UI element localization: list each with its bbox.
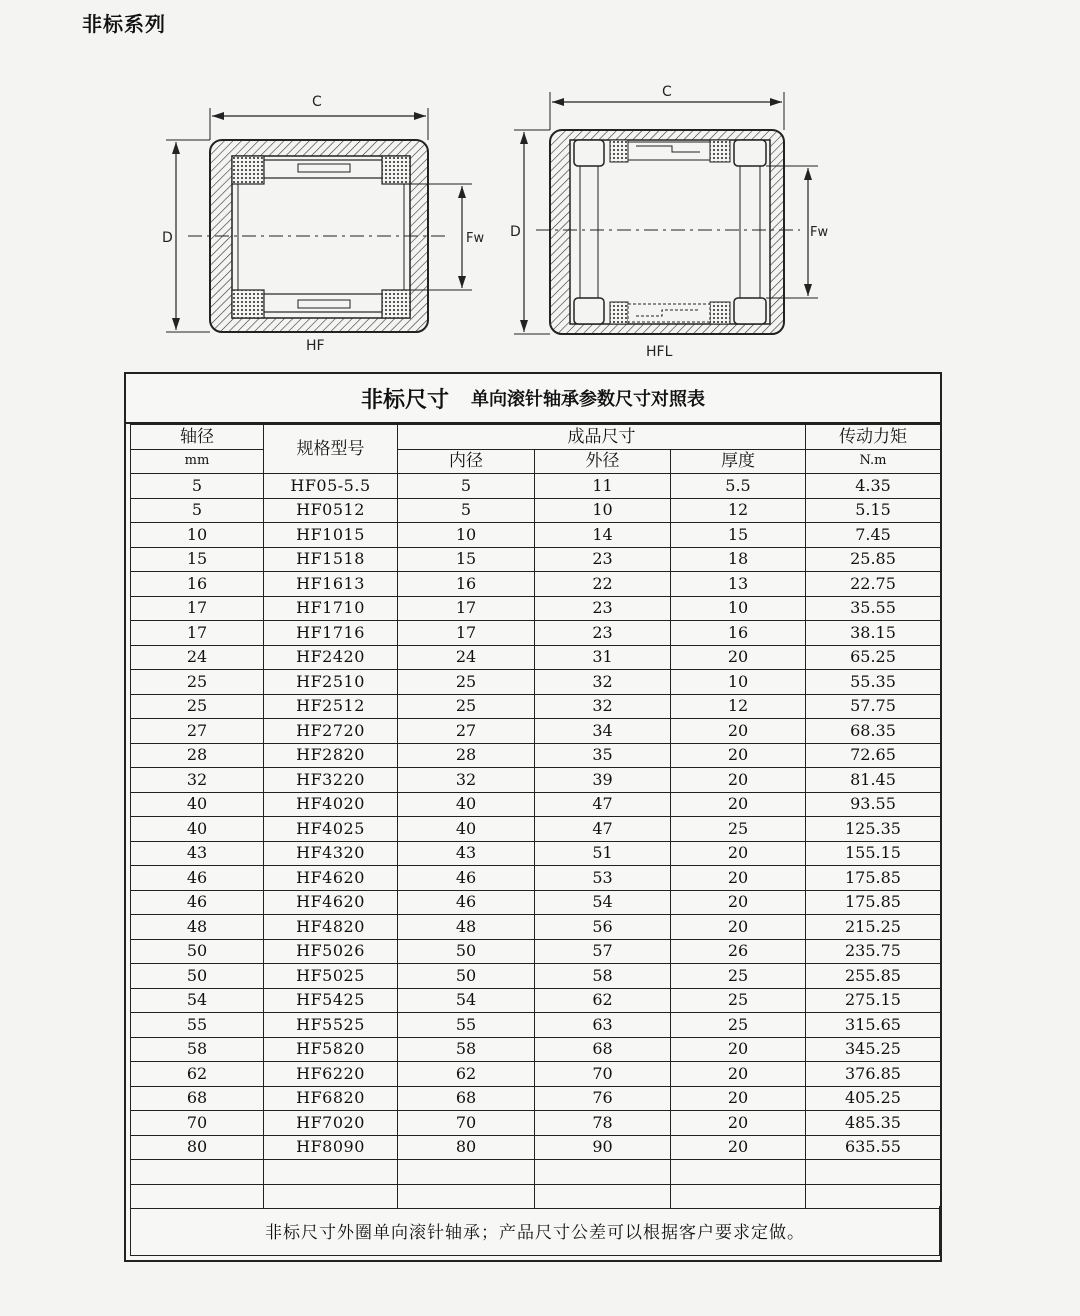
cell-thickness: 20 [671, 719, 806, 744]
table-row [131, 866, 941, 891]
cell-model: HF2510 [264, 670, 398, 695]
cell-thickness: 12 [671, 694, 806, 719]
cell-inner-diameter: 62 [398, 1062, 535, 1087]
cell-outer-diameter: 53 [535, 866, 671, 891]
hfl-caption: HFL [646, 344, 673, 360]
table-row [131, 792, 941, 817]
cell-inner-diameter: 50 [398, 939, 535, 964]
cell-thickness: 25 [671, 988, 806, 1013]
table-row [131, 1013, 941, 1038]
cell-torque: 4.35 [806, 474, 941, 499]
cell-torque: 345.25 [806, 1037, 941, 1062]
cell-model: HF1518 [264, 547, 398, 572]
cell-torque: 72.65 [806, 743, 941, 768]
cell-model [264, 1184, 398, 1209]
header-shaft-unit: mm [131, 449, 264, 474]
table-row [131, 964, 941, 989]
cell-outer-diameter: 56 [535, 915, 671, 940]
cell-model: HF5525 [264, 1013, 398, 1038]
cell-outer-diameter: 23 [535, 547, 671, 572]
cell-thickness: 20 [671, 1086, 806, 1111]
cell-inner-diameter: 80 [398, 1135, 535, 1160]
table-row [131, 915, 941, 940]
table-row [131, 939, 941, 964]
cell-thickness: 20 [671, 1062, 806, 1087]
cell-inner-diameter: 10 [398, 523, 535, 548]
cell-outer-diameter: 11 [535, 474, 671, 499]
cell-outer-diameter: 31 [535, 645, 671, 670]
cell-inner-diameter: 17 [398, 596, 535, 621]
cell-torque: 235.75 [806, 939, 941, 964]
cell-model: HF6820 [264, 1086, 398, 1111]
cell-outer-diameter: 58 [535, 964, 671, 989]
cell-torque: 81.45 [806, 768, 941, 793]
cell-outer-diameter: 32 [535, 694, 671, 719]
cell-torque [806, 1160, 941, 1185]
cell-torque: 125.35 [806, 817, 941, 842]
cell-shaft-diameter: 16 [131, 572, 264, 597]
cell-model: HF4620 [264, 890, 398, 915]
cell-shaft-diameter: 50 [131, 939, 264, 964]
cell-outer-diameter: 14 [535, 523, 671, 548]
hfl-dim-c: C [662, 84, 672, 100]
cell-torque: 315.65 [806, 1013, 941, 1038]
header-torque: 传动力矩 [806, 425, 941, 450]
table-row [131, 1037, 941, 1062]
cell-model: HF3220 [264, 768, 398, 793]
cell-torque: 65.25 [806, 645, 941, 670]
cell-model: HF4025 [264, 817, 398, 842]
spec-table [130, 424, 941, 1209]
cell-thickness: 25 [671, 1013, 806, 1038]
cell-shaft-diameter: 54 [131, 988, 264, 1013]
cell-torque: 376.85 [806, 1062, 941, 1087]
cell-inner-diameter: 43 [398, 841, 535, 866]
cell-thickness: 15 [671, 523, 806, 548]
table-row [131, 670, 941, 695]
cell-model: HF0512 [264, 498, 398, 523]
cell-shaft-diameter: 43 [131, 841, 264, 866]
cell-inner-diameter: 54 [398, 988, 535, 1013]
table-row [131, 645, 941, 670]
cell-inner-diameter: 40 [398, 817, 535, 842]
cell-inner-diameter: 5 [398, 498, 535, 523]
cell-shaft-diameter [131, 1160, 264, 1185]
cell-thickness: 10 [671, 670, 806, 695]
table-row [131, 817, 941, 842]
cell-thickness: 20 [671, 1111, 806, 1136]
cell-shaft-diameter: 68 [131, 1086, 264, 1111]
cell-outer-diameter: 23 [535, 596, 671, 621]
cell-thickness: 10 [671, 596, 806, 621]
table-row [131, 1111, 941, 1136]
table-row [131, 498, 941, 523]
cell-inner-diameter: 46 [398, 866, 535, 891]
cell-torque: 5.15 [806, 498, 941, 523]
table-row [131, 474, 941, 499]
table-row [131, 621, 941, 646]
table-title-sub: 单向滚针轴承参数尺寸对照表 [471, 389, 705, 410]
cell-inner-diameter: 46 [398, 890, 535, 915]
cell-shaft-diameter: 27 [131, 719, 264, 744]
cell-shaft-diameter: 32 [131, 768, 264, 793]
cell-torque: 215.25 [806, 915, 941, 940]
cell-outer-diameter: 63 [535, 1013, 671, 1038]
table-row [131, 1160, 941, 1185]
cell-shaft-diameter: 10 [131, 523, 264, 548]
cell-model: HF6220 [264, 1062, 398, 1087]
cell-thickness: 20 [671, 841, 806, 866]
table-row [131, 890, 941, 915]
cell-model: HF1716 [264, 621, 398, 646]
table-row [131, 572, 941, 597]
table-row [131, 988, 941, 1013]
cell-shaft-diameter: 40 [131, 792, 264, 817]
hfl-drawing [510, 84, 828, 360]
hfl-dim-fw: Fw [810, 225, 829, 240]
cell-model: HF4620 [264, 866, 398, 891]
header-outer: 外径 [535, 449, 671, 474]
cell-inner-diameter: 58 [398, 1037, 535, 1062]
header-model: 规格型号 [264, 425, 398, 474]
cell-inner-diameter: 25 [398, 670, 535, 695]
cell-model: HF5820 [264, 1037, 398, 1062]
cell-inner-diameter: 48 [398, 915, 535, 940]
table-row [131, 768, 941, 793]
cell-outer-diameter: 47 [535, 792, 671, 817]
cell-torque: 93.55 [806, 792, 941, 817]
cell-outer-diameter: 76 [535, 1086, 671, 1111]
series-title: 非标系列 [82, 12, 166, 36]
cell-inner-diameter [398, 1184, 535, 1209]
cell-thickness: 18 [671, 547, 806, 572]
hfl-dim-d: D [510, 224, 521, 240]
table-row [131, 719, 941, 744]
cell-inner-diameter: 15 [398, 547, 535, 572]
cell-torque: 22.75 [806, 572, 941, 597]
table-row [131, 1062, 941, 1087]
spec-table-frame [124, 372, 942, 1262]
cell-inner-diameter: 17 [398, 621, 535, 646]
cell-shaft-diameter: 48 [131, 915, 264, 940]
cell-thickness [671, 1160, 806, 1185]
cell-torque: 155.15 [806, 841, 941, 866]
cell-thickness: 20 [671, 792, 806, 817]
cell-model: HF5425 [264, 988, 398, 1013]
cell-thickness: 20 [671, 866, 806, 891]
cell-torque: 55.35 [806, 670, 941, 695]
header-thickness: 厚度 [671, 449, 806, 474]
cell-shaft-diameter: 55 [131, 1013, 264, 1038]
table-row [131, 841, 941, 866]
cell-thickness: 20 [671, 768, 806, 793]
cell-outer-diameter [535, 1160, 671, 1185]
cell-shaft-diameter: 17 [131, 596, 264, 621]
cell-thickness: 20 [671, 890, 806, 915]
cell-inner-diameter: 24 [398, 645, 535, 670]
cell-outer-diameter: 10 [535, 498, 671, 523]
cell-torque: 485.35 [806, 1111, 941, 1136]
table-row [131, 1086, 941, 1111]
cell-shaft-diameter: 40 [131, 817, 264, 842]
cell-thickness: 25 [671, 817, 806, 842]
cell-torque: 635.55 [806, 1135, 941, 1160]
cell-model: HF4320 [264, 841, 398, 866]
cell-model: HF2820 [264, 743, 398, 768]
table-row [131, 523, 941, 548]
cell-thickness: 20 [671, 915, 806, 940]
cell-shaft-diameter: 17 [131, 621, 264, 646]
cell-thickness [671, 1184, 806, 1209]
table-title-main: 非标尺寸 [360, 387, 449, 413]
cell-shaft-diameter: 25 [131, 694, 264, 719]
cell-outer-diameter [535, 1184, 671, 1209]
cell-model: HF5025 [264, 964, 398, 989]
table-row [131, 1184, 941, 1209]
cell-inner-diameter: 50 [398, 964, 535, 989]
cell-shaft-diameter: 70 [131, 1111, 264, 1136]
cell-outer-diameter: 23 [535, 621, 671, 646]
cell-shaft-diameter: 5 [131, 498, 264, 523]
cell-torque: 255.85 [806, 964, 941, 989]
hf-caption: HF [306, 338, 325, 354]
cell-torque: 405.25 [806, 1086, 941, 1111]
cell-thickness: 20 [671, 1135, 806, 1160]
cell-inner-diameter: 70 [398, 1111, 535, 1136]
cell-inner-diameter: 68 [398, 1086, 535, 1111]
cell-thickness: 26 [671, 939, 806, 964]
cell-outer-diameter: 62 [535, 988, 671, 1013]
table-row [131, 743, 941, 768]
cell-model: HF2512 [264, 694, 398, 719]
spec-table-body [131, 474, 941, 1209]
cell-model: HF1710 [264, 596, 398, 621]
cell-inner-diameter: 25 [398, 694, 535, 719]
cell-outer-diameter: 51 [535, 841, 671, 866]
cell-outer-diameter: 68 [535, 1037, 671, 1062]
hf-drawing [162, 94, 484, 354]
cell-shaft-diameter: 15 [131, 547, 264, 572]
cell-shaft-diameter: 28 [131, 743, 264, 768]
table-row [131, 694, 941, 719]
cell-shaft-diameter: 58 [131, 1037, 264, 1062]
cell-shaft-diameter: 50 [131, 964, 264, 989]
cell-model: HF8090 [264, 1135, 398, 1160]
table-row [131, 1135, 941, 1160]
cell-inner-diameter: 28 [398, 743, 535, 768]
bearing-drawings [0, 0, 1080, 370]
cell-thickness: 20 [671, 645, 806, 670]
cell-model: HF4020 [264, 792, 398, 817]
cell-shaft-diameter [131, 1184, 264, 1209]
cell-torque [806, 1184, 941, 1209]
cell-torque: 38.15 [806, 621, 941, 646]
cell-model [264, 1160, 398, 1185]
cell-outer-diameter: 54 [535, 890, 671, 915]
cell-inner-diameter: 40 [398, 792, 535, 817]
cell-outer-diameter: 47 [535, 817, 671, 842]
cell-shaft-diameter: 46 [131, 890, 264, 915]
cell-shaft-diameter: 46 [131, 866, 264, 891]
cell-model: HF1015 [264, 523, 398, 548]
cell-torque: 68.35 [806, 719, 941, 744]
cell-model: HF2420 [264, 645, 398, 670]
cell-outer-diameter: 22 [535, 572, 671, 597]
cell-outer-diameter: 35 [535, 743, 671, 768]
cell-inner-diameter: 32 [398, 768, 535, 793]
cell-model: HF4820 [264, 915, 398, 940]
table-row [131, 596, 941, 621]
cell-outer-diameter: 90 [535, 1135, 671, 1160]
cell-outer-diameter: 78 [535, 1111, 671, 1136]
cell-thickness: 25 [671, 964, 806, 989]
cell-thickness: 5.5 [671, 474, 806, 499]
cell-thickness: 12 [671, 498, 806, 523]
cell-torque: 175.85 [806, 866, 941, 891]
cell-outer-diameter: 70 [535, 1062, 671, 1087]
cell-torque: 25.85 [806, 547, 941, 572]
cell-shaft-diameter: 25 [131, 670, 264, 695]
cell-thickness: 16 [671, 621, 806, 646]
cell-inner-diameter: 27 [398, 719, 535, 744]
table-title [126, 374, 940, 424]
cell-inner-diameter [398, 1160, 535, 1185]
table-footnote: 非标尺寸外圈单向滚针轴承；产品尺寸公差可以根据客户要求定做。 [130, 1206, 940, 1256]
header-shaft: 轴径 [131, 425, 264, 450]
cell-shaft-diameter: 80 [131, 1135, 264, 1160]
cell-model: HF05-5.5 [264, 474, 398, 499]
cell-torque: 7.45 [806, 523, 941, 548]
cell-shaft-diameter: 62 [131, 1062, 264, 1087]
cell-outer-diameter: 34 [535, 719, 671, 744]
cell-outer-diameter: 57 [535, 939, 671, 964]
cell-thickness: 20 [671, 1037, 806, 1062]
hf-dim-c: C [312, 94, 322, 110]
cell-shaft-diameter: 24 [131, 645, 264, 670]
hf-dim-d: D [162, 230, 173, 246]
cell-torque: 175.85 [806, 890, 941, 915]
hf-dim-fw: Fw [466, 231, 485, 246]
cell-outer-diameter: 39 [535, 768, 671, 793]
cell-torque: 35.55 [806, 596, 941, 621]
cell-model: HF7020 [264, 1111, 398, 1136]
cell-model: HF1613 [264, 572, 398, 597]
cell-model: HF5026 [264, 939, 398, 964]
cell-torque: 275.15 [806, 988, 941, 1013]
header-finished-size: 成品尺寸 [398, 425, 806, 450]
cell-inner-diameter: 55 [398, 1013, 535, 1038]
cell-inner-diameter: 16 [398, 572, 535, 597]
header-torque-unit: N.m [806, 449, 941, 474]
cell-torque: 57.75 [806, 694, 941, 719]
table-row [131, 547, 941, 572]
cell-shaft-diameter: 5 [131, 474, 264, 499]
cell-thickness: 13 [671, 572, 806, 597]
cell-thickness: 20 [671, 743, 806, 768]
header-inner: 内径 [398, 449, 535, 474]
cell-outer-diameter: 32 [535, 670, 671, 695]
cell-model: HF2720 [264, 719, 398, 744]
cell-inner-diameter: 5 [398, 474, 535, 499]
